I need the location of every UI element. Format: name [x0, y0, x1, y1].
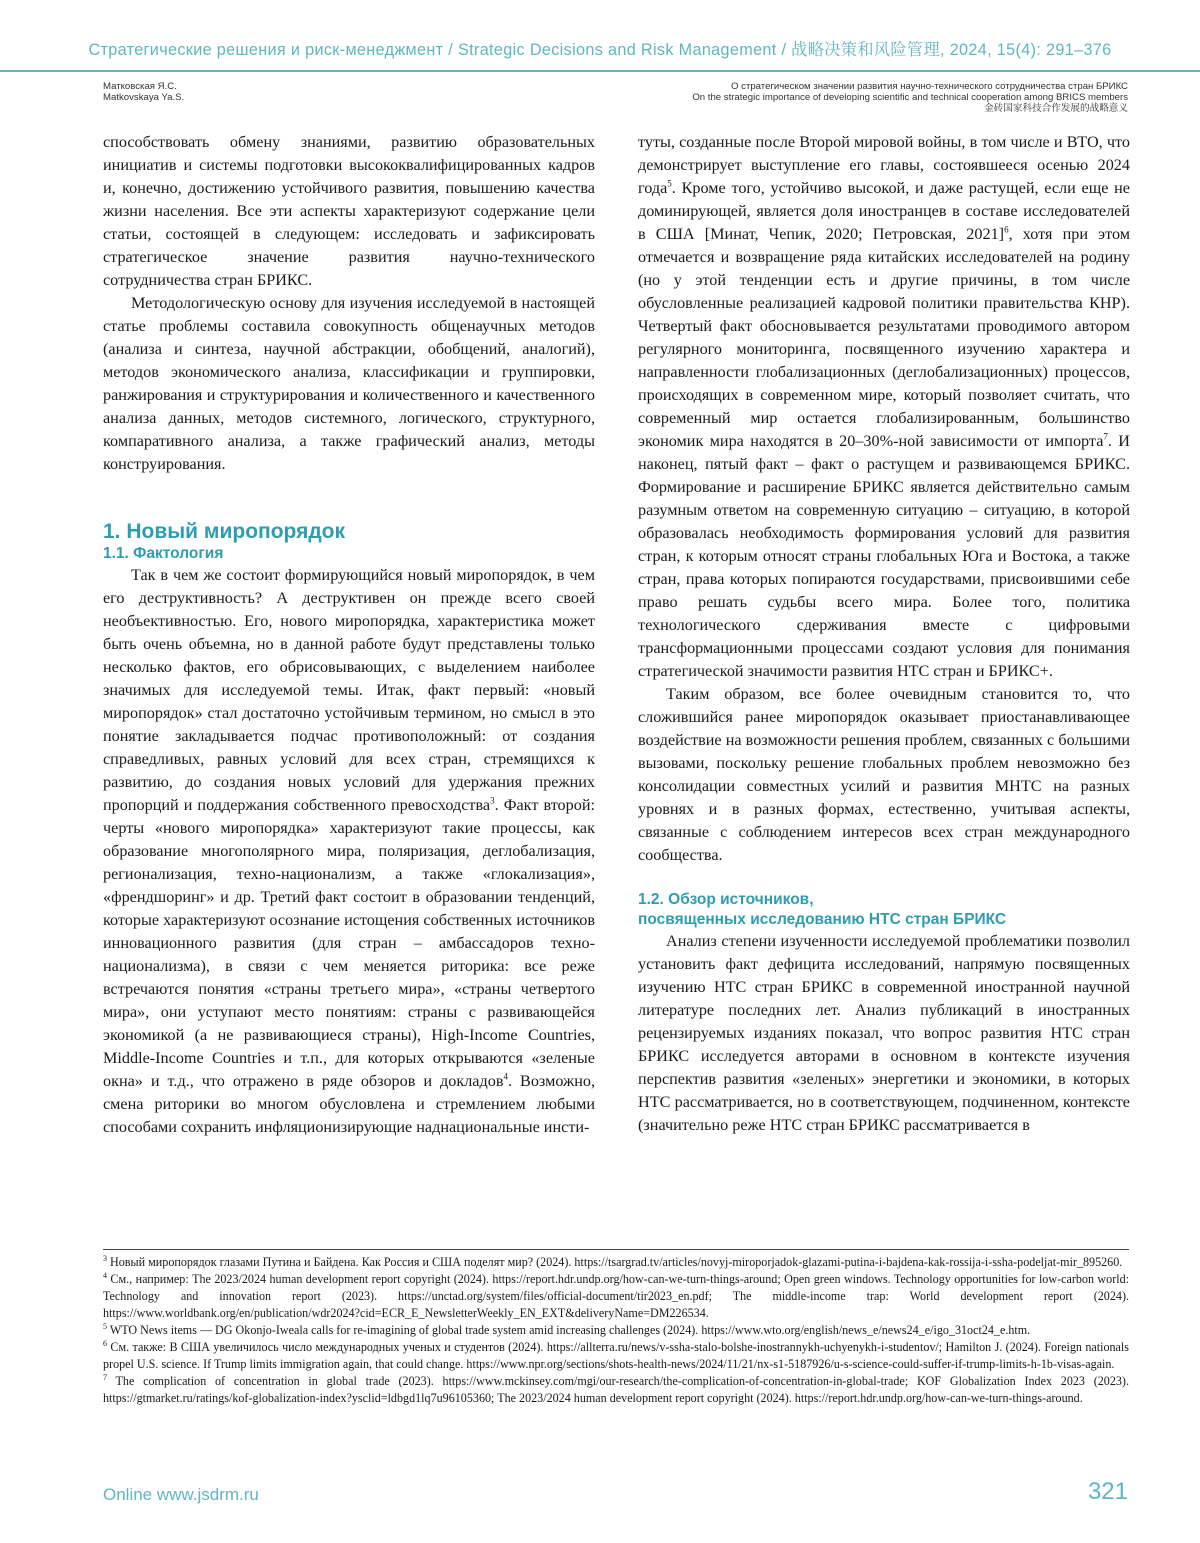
- header-rule: [0, 70, 1200, 72]
- text-run: . И наконец, пятый факт – факт о растущем и развивающемся БРИКС. Формирование и расширение БРИКС является действительно самым разумным ответом на современную ситуацию – ситуацию, в которой образовалась необходимость формирования условий для развития стран, к которым относят страны глобальных Юга и Востока, а также стран, права которых попираются государствами, присвоившими себе право решать судьбы всего мира. Более того, политика технологического сдерживания вместе с цифровыми трансформационными процессами создают условия для понимания стратегической значимости развития НТС стран и БРИКС+.: [638, 432, 1130, 680]
- footnote: [103, 1322, 1129, 1339]
- text-run: . Факт второй: черты «нового миропорядка» характеризуют такие процессы, как образование многополярного мира, поляризация, деглобализация, регионализация, техно-национализм, а также «глокализация», «френдшоринг» и др. Третий факт состоит в образовании тенденций, которые характеризуют осознание истощения собственных источников инновационного развития (для стран – амбассадоров техно-национализма), в связи с чем меняется риторика: все реже встречаются понятия «страны третьего мира», «страны четвертого мира», они уступают место понятиям: страны с развивающейся экономикой (а не развивающиеся страны), High-Income Countries, Middle-Income Countries и т.п., для которых открываются «зеленые окна» и т.д., что отражено в ряде обзоров и докладов: [103, 796, 595, 1090]
- footnote-text: См., например: The 2023/2024 human development report copyright (2024). https://report.hdr.undp.org/how-can-we-turn-things-around; Open green windows. Technology opportunities for low-carbon world: Technology and innovation report (2023). https://unctad.org/system/files/official-document/tir2023_en.pdf; The middle-income trap: World development report (2024). https://www.worldbank.org/en/publication/wdr2024?cid=ECR_E_NewsletterWeekly_EN_EXT&deliveryName=DM226534.: [103, 1272, 1130, 1320]
- text-run: Так в чем же состоит формирующийся новый миропорядок, в чем его деструктивность? А деструктивен он прежде всего своей необъективностью. Его, нового миропорядка, характеристика может быть очень объемна, но в данной работе будут представлены только несколько фактов, его обрисовывающих, с выделением наиболее значимых для исследуемой темы. Итак, факт первый: «новый миропорядок» стал достаточно устойчивым термином, но смысл в это понятие закладывается подчас противоположный: от создания справедливых, равных условий для всех стран, стремящихся к развитию, до создания новых условий для удержания прежних пропорций и поддержания собственного превосходства: [103, 566, 595, 814]
- footnote: [103, 1271, 1129, 1322]
- author-en: Matkovskaya Ya.S.: [103, 92, 185, 103]
- page-number: 321: [1087, 1478, 1128, 1505]
- footer-site-link[interactable]: Online www.jsdrm.ru: [103, 1485, 259, 1504]
- text-run: . Возможно, смена риторики во многом обусловлена и стремлением любыми способами сохранить инфляционизирующие наднациональные инсти-: [103, 1072, 596, 1136]
- footnote-ref[interactable]: 6: [1004, 224, 1009, 235]
- author-ru: Матковская Я.С.: [103, 81, 177, 92]
- footnote: [103, 1373, 1129, 1407]
- footnote-ref[interactable]: 5: [667, 178, 672, 189]
- footnote-text: WTO News items — DG Okonjo-Iweala calls for re-imagining of global trade system amid increasing challenges (2024). https://www.wto.org/english/news_e/news24_e/igo_31oct24_e.htm.: [109, 1323, 1031, 1337]
- authors: [103, 81, 184, 103]
- text-run: . Кроме того, устойчиво высокой, и даже растущей, если еще не доминирующей, является доля иностранцев в составе исследователей в США [Минат, Чепик, 2020; Петровская, 2021]: [638, 179, 1130, 243]
- footnote-number: 6: [103, 1338, 107, 1348]
- subsection-heading-continued: посвященных исследованию НТС стран БРИКС: [638, 911, 1007, 928]
- footnote-ref[interactable]: 4: [503, 1071, 508, 1082]
- paragraph: [638, 131, 1130, 683]
- footnote: [103, 1339, 1129, 1373]
- right-column: [638, 131, 1130, 1137]
- footnote-text: См. также: В США увеличилось число международных ученых и студентов (2024). https://allterra.ru/news/v-ssha-stalo-bolshe-inostrannykh-uchyenykh-i-studentov/; Hamilton J. (2024). Foreign nationals propel U.S. science. If Trump limits immigration again, that could change. https://www.npr.org/sections/shots-health-news/2024/11/21/nx-s1-5187926/u-s-science-could-suffer-if-trump-limits-h-1b-visas-again.: [103, 1340, 1129, 1371]
- subsection-heading: 1.2. Обзор источников,: [638, 891, 814, 908]
- running-title-en: On the strategic importance of developing scientific and technical cooperation among BRICS members: [692, 92, 1128, 103]
- footnote-number: 5: [103, 1321, 107, 1331]
- journal-header: Стратегические решения и риск-менеджмент / Strategic Decisions and Risk Management / 战略决策和风险管理, 2024, 15(4): 291–376: [88, 41, 1112, 59]
- footnote: [103, 1254, 1129, 1271]
- paragraph: [103, 564, 595, 1139]
- footnote-text: Новый миропорядок глазами Путина и Байдена. Как Россия и США поделят мир? (2024). https://tsargrad.tv/articles/novyj-miroporjadok-glazami-putina-i-bajdena-kak-rossija-i-ssha-podeljat-mir_895260.: [110, 1255, 1123, 1269]
- footnote-number: 3: [103, 1253, 107, 1263]
- paragraph: способствовать обмену знаниями, развитию образовательных инициатив и системы подготовки высококвалифицированных кадров и, конечно, достижению устойчивого развития, повышению качества жизни населения. Все эти аспекты характеризуют содержание цели статьи, состоящей в следующем: исследовать и зафиксировать стратегическое значение развития научно-технического сотрудничества стран БРИКС.: [103, 133, 595, 289]
- paragraph: Анализ степени изученности исследуемой проблематики позволил установить факт дефицита исследований, напрямую посвященных изучению НТС стран БРИКС в современной иностранной научной литературе последних лет. Анализ публикаций в иностранных рецензируемых изданиях показал, что вопрос развития НТС стран БРИКС исследуется авторами в основном в контексте изучения перспектив развития «зеленых» энергетики и экономики, в которых НТС рассматривается, но в соответствующем, подчиненном, контексте (значительно реже НТС стран БРИКС рассматривается в: [638, 932, 1130, 1134]
- footnotes: [103, 1254, 1129, 1407]
- footnote-ref[interactable]: 7: [1103, 431, 1108, 442]
- footnote-ref[interactable]: 3: [490, 795, 495, 806]
- paragraph: Таким образом, все более очевидным становится то, что сложившийся ранее миропорядок оказывает приостанавливающее воздействие на возможности решения проблем, связанных с большими вызовами, поскольку решение глобальных проблем невозможно без консолидации совместных усилий и развития МНТС на разных уровнях и в разных формах, естественно, учитывая аспекты, связанные с соблюдением интересов всех стран международного сообщества.: [638, 685, 1130, 864]
- footnote-number: 4: [103, 1270, 107, 1280]
- footnote-number: 7: [103, 1372, 107, 1382]
- running-title: [692, 81, 1128, 114]
- left-column: [103, 131, 595, 1139]
- text-run: туты, созданные после Второй мировой войны, в том числе и ВТО, что демонстрирует выступление его главы, состоявшееся осенью 2024 года: [638, 133, 1130, 197]
- running-title-zh: 金砖国家科技合作发展的战略意义: [984, 103, 1128, 114]
- text-run: , хотя при этом отмечается и возвращение ряда китайских исследователей на родину (но у этой тенденции есть и другие причины, в том числе обусловленные реализацией кадровой политики правительства КНР). Четвертый факт обосновывается результатами проводимого автором регулярного мониторинга, посвященного изучению характера и направленности глобализационных (деглобализационных) процессов, происходящих в современном мире, который позволяет считать, что современный мир остается глобализированным, большинство экономик мира находятся в 20–30%-ной зависимости от импорта: [638, 225, 1130, 450]
- paragraph: Методологическую основу для изучения исследуемой в настоящей статье проблемы составила совокупность общенаучных методов (анализа и синтеза, научной абстракции, обобщений, аналогий), методов экономического анализа, классификации и группировки, ранжирования и структурирования и количественного и качественного анализа данных, методов системного, логического, структурного, компаративного анализа, а также графический анализ, методы конструирования.: [103, 294, 595, 473]
- section-heading: 1. Новый миропорядок: [103, 520, 346, 543]
- footnote-text: The complication of concentration in global trade (2023). https://www.mckinsey.com/mgi/our-research/the-complication-of-concentration-in-global-trade; KOF Globalization Index 2023 (2023). https://gtmarket.ru/ratings/kof-globalization-index?ysclid=ldbgd1lq7u96105360; The 2023/2024 human development report copyright (2024). https://report.hdr.undp.org/how-can-we-turn-things-around.: [103, 1374, 1129, 1405]
- subsection-heading: 1.1. Фактология: [103, 545, 224, 562]
- footnote-rule: [103, 1249, 1129, 1250]
- running-title-ru: О стратегическом значении развития научно-технического сотрудничества стран БРИКС: [731, 81, 1128, 92]
